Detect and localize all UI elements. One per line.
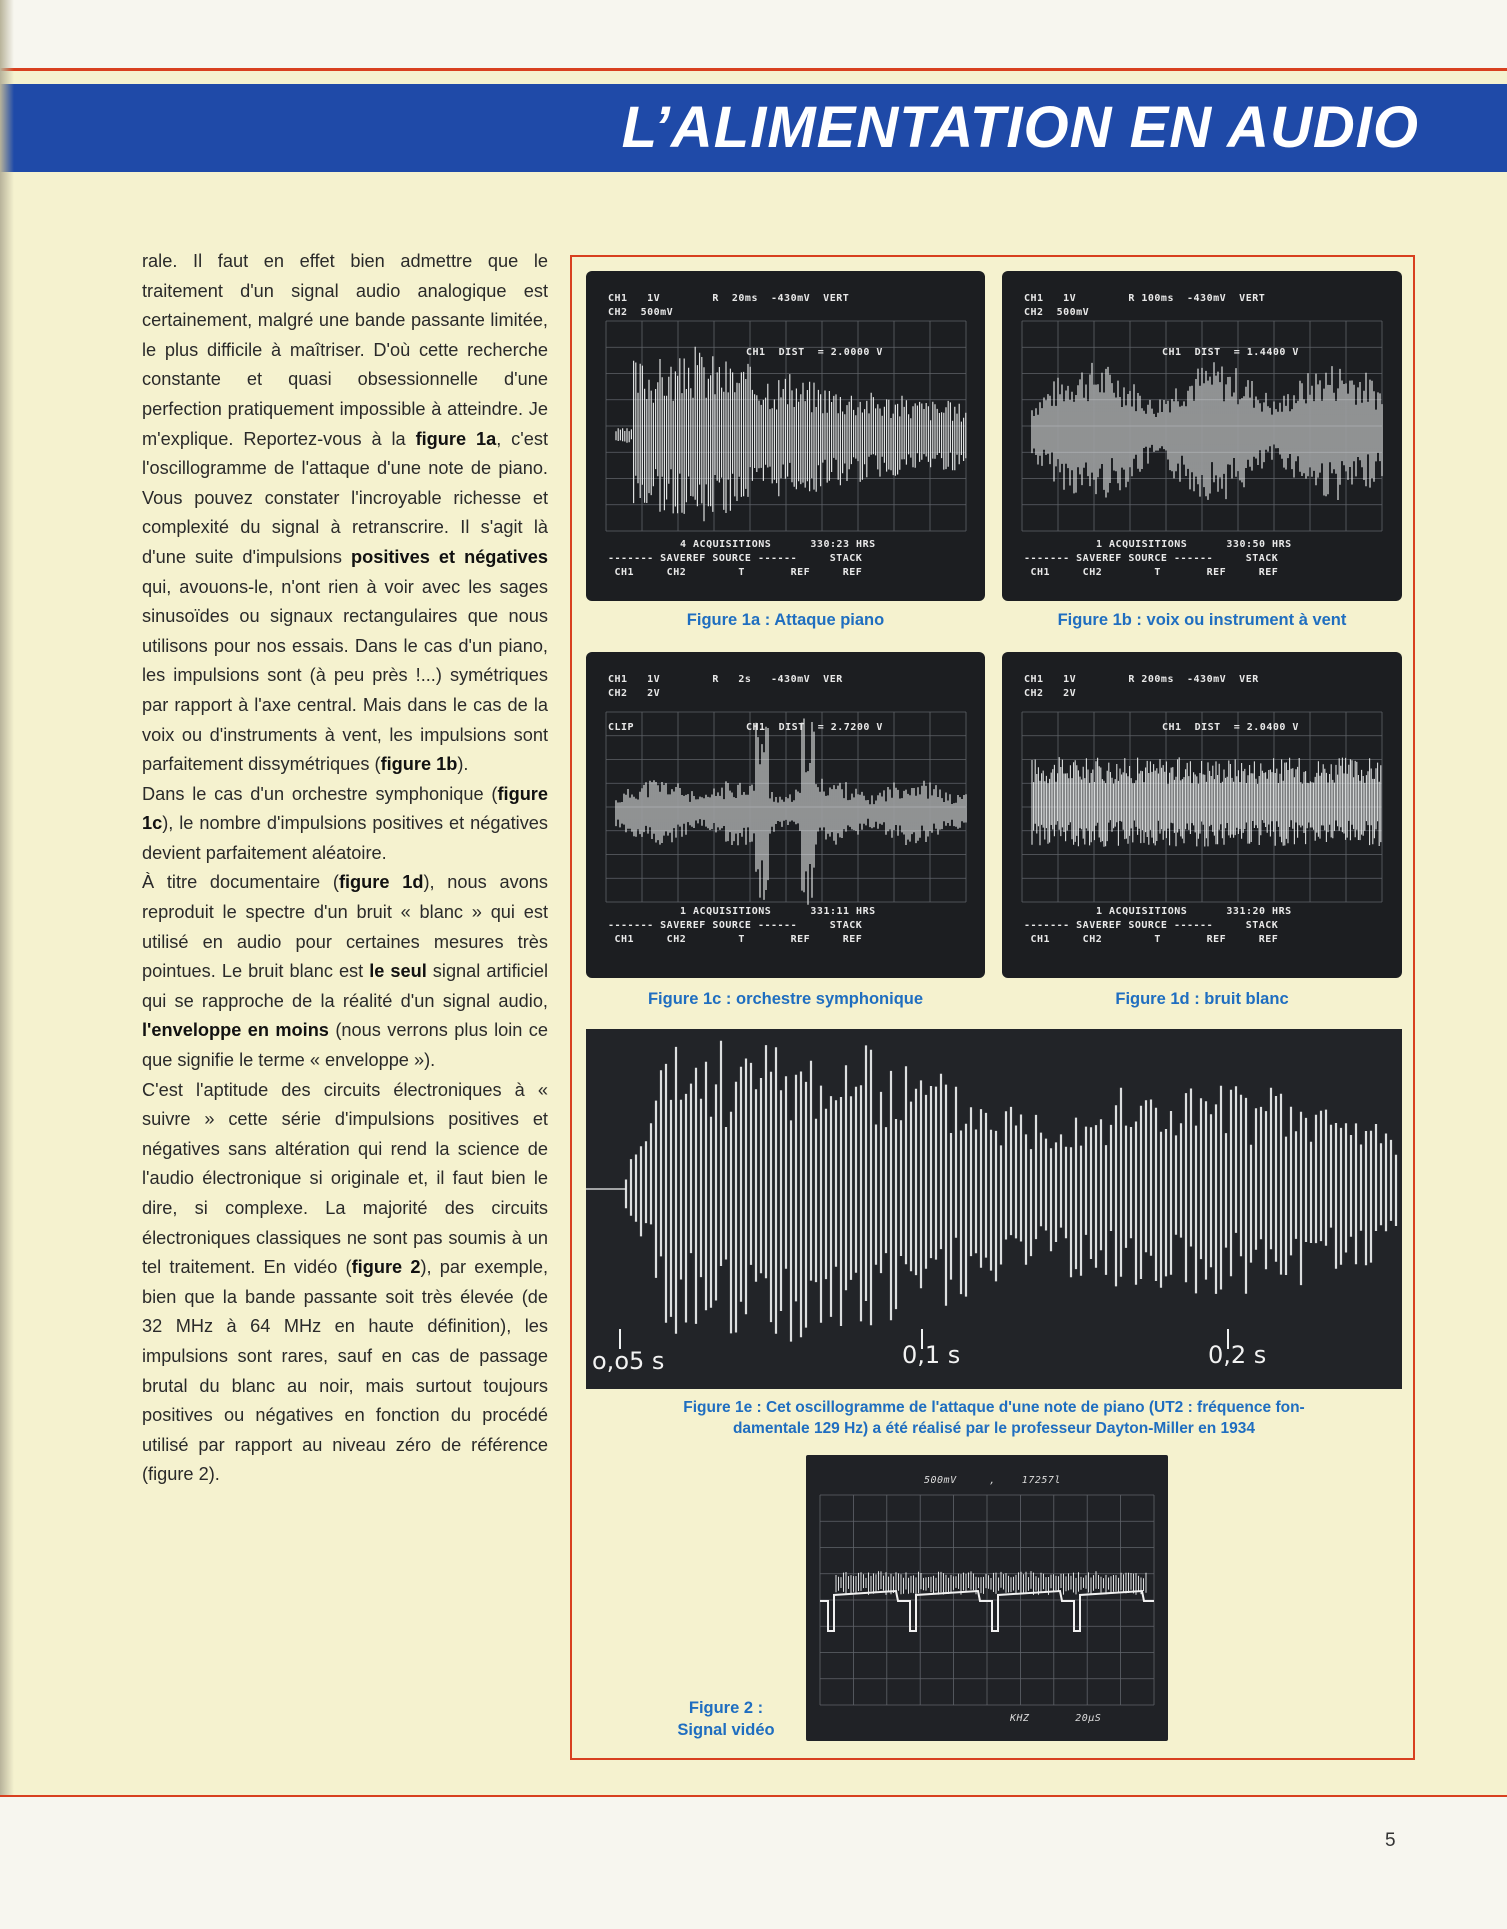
signal-trace [616, 719, 966, 905]
figure-1e-caption-line2: damentale 129 Hz) a été réalisé par le professeur Dayton-Miller en 1934 [732, 1420, 1256, 1437]
body-text-run: signal artificiel qui se rapproche de la réalité d'un signal audio, [142, 961, 548, 1011]
emphasis-text: positives et négatives [350, 546, 548, 567]
scope-readout: 1 ACQUISITIONS 330:50 HRS [1096, 539, 1292, 550]
title-banner [0, 84, 1507, 172]
scope-readout: CH2 2V [1024, 688, 1077, 699]
figure-1c-caption: Figure 1c : orchestre symphonique [647, 990, 924, 1008]
article-body [142, 247, 548, 1490]
body-text-run: ), nous avons reproduit le spectre d'un bruit « blanc » qui est utilisé en audio pour certaines mesures très pointues. Le bruit blanc est [142, 872, 548, 982]
figure-1a-oscillogram [586, 271, 985, 601]
emphasis-text: figure 2 [351, 1257, 421, 1278]
scope-readout: ------- SAVEREF SOURCE ------ STACK [1024, 920, 1279, 931]
scope-readout: CH1 1V R 200ms -430mV VER [1024, 674, 1259, 685]
scope-readout: CH1 DIST = 2.0400 V [1162, 722, 1299, 733]
signal-trace [1032, 362, 1382, 500]
figure-1d-caption: Figure 1d : bruit blanc [1115, 990, 1289, 1008]
body-text-run: ). [457, 754, 469, 775]
time-tick-label: 0,1 s [902, 1341, 961, 1369]
emphasis-text: le seul [369, 961, 427, 982]
figure-1a-caption: Figure 1a : Attaque piano [686, 611, 885, 629]
figure-2-oscillogram [806, 1455, 1168, 1741]
figures-frame [570, 255, 1415, 1760]
emphasis-text: figure 1c [142, 783, 548, 834]
body-text-run: qui, avouons-le, n'ont rien à voir avec les sages sinusoïdes ou signaux rectangulaires que nous utilisons pour nos essais. Dans le cas d'un piano, les impulsions sont (à peu près !...) symétriques par rapport à l'axe central. Mais dans le cas de la voix ou d'instruments à vent, les impulsions sont parfaitement dissymétriques ( [142, 576, 548, 775]
body-text-run: C'est l'aptitude des circuits électroniques à « suivre » cette série d'impulsions positives et négatives sans altération qui rend la science de l'audio électronique si originale et, il faut bien le dire, si complexe. La majorité des circuits électroniques classiques ne sont pas soumis à un tel traitement. En vidéo ( [142, 1079, 548, 1278]
scope-readout: 4 ACQUISITIONS 330:23 HRS [680, 539, 876, 550]
scope-readout: ------- SAVEREF SOURCE ------ STACK [608, 920, 863, 931]
time-tick-label: o,o5 s [592, 1347, 665, 1375]
emphasis-text: figure 1d [338, 872, 424, 893]
body-text-run: À titre documentaire ( [142, 872, 339, 893]
scope-readout: CH1 1V R 20ms -430mV VERT [608, 293, 850, 304]
scope-readout: CH1 DIST = 1.4400 V [1162, 347, 1299, 358]
scope-readout: 500mV , 17257l [924, 1475, 1061, 1486]
scope-readout: CH2 500mV [1024, 307, 1090, 318]
body-paragraph [142, 247, 548, 780]
figure-1d-oscillogram [1002, 652, 1402, 978]
time-tick-label: 0,2 s [1208, 1341, 1267, 1369]
header-rule [0, 68, 1507, 71]
body-paragraph [142, 868, 548, 1075]
emphasis-text: figure 1b [380, 754, 458, 775]
top-margin [0, 0, 1507, 68]
bottom-margin [0, 1797, 1507, 1929]
page-number: 5 [1385, 1830, 1396, 1851]
figure-1e-caption-line1: Figure 1e : Cet oscillogramme de l'attaque d'une note de piano (UT2 : fréquence fon- [683, 1399, 1305, 1416]
scope-readout: CH1 1V R 100ms -430mV VERT [1024, 293, 1266, 304]
figure-2-caption-line1: Figure 2 : [688, 1699, 764, 1717]
body-text-run: ), le nombre d'impulsions positives et négatives devient parfaitement aléatoire. [142, 813, 548, 863]
signal-trace [626, 1041, 1396, 1342]
emphasis-text: l'enveloppe en moins [142, 1020, 329, 1041]
body-text-run: , c'est l'oscillogramme de l'attaque d'une note de piano. Vous pouvez constater l'incroyable richesse et complexité du signal à retranscrire. Il s'agit là d'une suite d'impulsions [142, 428, 548, 567]
scope-readout: CH1 DIST = 2.0000 V [746, 347, 883, 358]
body-text-run: ), par exemple, bien que la bande passante soit très élevée (de 32 MHz à 64 MHz en haute définition), les impulsions sont rares, sauf en cas de passage brutal du blanc au noir, mais surtout toujours positives ou négatives en fonction du procédé utilisé par rapport au niveau zéro de référence (figure 2). [142, 1257, 548, 1485]
scope-readout: CH1 1V R 2s -430mV VER [608, 674, 843, 685]
scope-readout: CH1 CH2 T REF REF [608, 567, 863, 578]
signal-trace [1032, 757, 1381, 847]
body-paragraph [142, 1076, 548, 1490]
signal-trace [616, 347, 966, 522]
scope-readout: ------- SAVEREF SOURCE ------ STACK [1024, 553, 1279, 564]
figure-1e-caption [586, 1397, 1402, 1439]
body-text-run: Dans le cas d'un orchestre symphonique ( [142, 783, 498, 804]
body-text-run: rale. Il faut en effet bien admettre que le traitement d'un signal audio analogique est certainement, malgré une bande passante limitée, le plus difficile à maîtriser. D'où cette recherche constante et quasi obsessionnelle d'une perfection pratiquement impossible à atteindre. Je m'explique. Reportez-vous à la [142, 251, 548, 449]
scope-readout: CH1 CH2 T REF REF [1024, 934, 1279, 945]
scope-readout: 1 ACQUISITIONS 331:11 HRS [680, 906, 876, 917]
page-binding-shadow [0, 0, 14, 1929]
scope-readout: CH2 2V [608, 688, 661, 699]
scope-readout: KHZ 20µS [1010, 1713, 1102, 1724]
body-paragraph [142, 780, 548, 869]
page-title: L’ALIMENTATION EN AUDIO [621, 95, 1419, 160]
scope-readout: CH2 500mV [608, 307, 674, 318]
scope-readout: CLIP [608, 722, 635, 733]
figure-1b-caption: Figure 1b : voix ou instrument à vent [1057, 611, 1347, 629]
figure-2-caption [656, 1697, 796, 1741]
figure-2-caption-line2: Signal vidéo [677, 1721, 775, 1739]
figure-1b-oscillogram [1002, 271, 1402, 601]
scope-readout: CH1 CH2 T REF REF [608, 934, 863, 945]
emphasis-text: figure 1a [415, 428, 497, 449]
scope-readout: ------- SAVEREF SOURCE ------ STACK [608, 553, 863, 564]
scope-readout: CH1 CH2 T REF REF [1024, 567, 1279, 578]
figure-1c-oscillogram [586, 652, 985, 978]
scope-readout: 1 ACQUISITIONS 331:20 HRS [1096, 906, 1292, 917]
body-text-run: (nous verrons plus loin ce que signifie le terme « enveloppe »). [142, 1020, 548, 1071]
scope-readout: CH1 DIST = 2.7200 V [746, 722, 883, 733]
figure-1e-oscillogram [586, 1029, 1402, 1389]
